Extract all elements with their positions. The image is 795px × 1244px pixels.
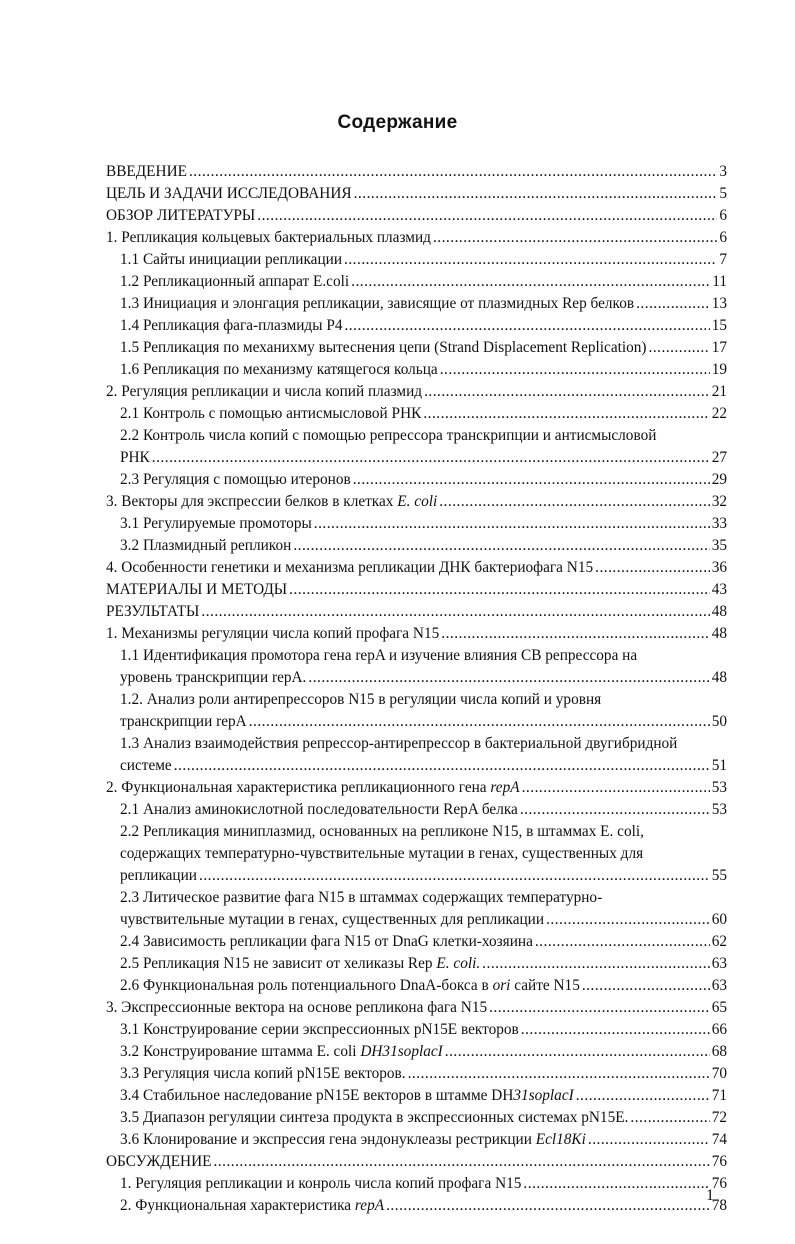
toc-entry-title: 1.6 Репликация по механизму катящегося кольца <box>120 361 438 378</box>
toc-entry <box>120 888 727 910</box>
toc-entry-title: 3.3 Регуляция числа копий pN15E векторов. <box>120 1065 406 1082</box>
toc-page-number: 29 <box>711 471 727 488</box>
toc-entry-title: 2.6 Функциональная роль потенциального DnaA-бокса в ori сайте N15 <box>120 977 580 994</box>
toc-entry <box>120 910 727 932</box>
dot-leader <box>630 1108 709 1128</box>
toc-page-number: 63 <box>711 977 727 994</box>
toc-entry-title: 2.2 Репликация миниплазмид, основанных на репликоне N15, в штаммах E. coli, <box>120 823 644 840</box>
toc-page-number: 19 <box>711 361 727 378</box>
toc-entry <box>120 272 727 294</box>
toc-entry-title: 1. Регуляция репликации и конроль числа копий профага N15 <box>120 1175 522 1192</box>
toc-entry <box>120 822 727 844</box>
dot-leader <box>152 448 710 468</box>
toc-entry <box>120 1174 727 1196</box>
toc-entry-title: 1.4 Репликация фага-плазмиды P4 <box>120 317 343 334</box>
toc-entry <box>106 228 727 250</box>
toc-page-number: 50 <box>711 713 727 730</box>
toc-page-number: 65 <box>711 999 727 1016</box>
toc-entry-title: 1.1 Сайты инициации репликации <box>120 251 343 268</box>
toc-page-number: 17 <box>711 339 727 356</box>
dot-leader <box>521 1020 710 1040</box>
dot-leader <box>441 624 709 644</box>
toc-entry-title: 3.6 Клонирование и экспрессия гена эндонуклеазы рестрикции Ecl18Ki <box>120 1131 586 1148</box>
toc-page-number: 68 <box>711 1043 727 1060</box>
toc-entry <box>120 1108 727 1130</box>
toc-entry-title: 2.5 Репликация N15 не зависит от хеликазы Rep E. coli. <box>120 955 481 972</box>
toc-entry <box>120 1042 727 1064</box>
toc-entry-title: содержащих температурно-чувствительные мутации в генах, существенных для <box>120 845 644 862</box>
dot-leader <box>595 558 710 578</box>
dot-leader <box>351 272 710 292</box>
toc-page-number: 78 <box>711 1197 727 1214</box>
toc-entry <box>106 602 727 624</box>
dot-leader <box>636 294 710 314</box>
dot-leader <box>489 998 710 1018</box>
toc-entry <box>106 778 727 800</box>
toc-page-number: 32 <box>711 493 727 510</box>
dot-leader <box>588 1130 710 1150</box>
toc-entry <box>106 624 727 646</box>
toc-page-number: 27 <box>711 449 727 466</box>
toc-entry-title: 3.1 Конструирование серии экспрессионных pN15E векторов <box>120 1021 519 1038</box>
toc-entry <box>106 492 727 514</box>
toc-entry <box>106 184 727 206</box>
toc-entry <box>120 316 727 338</box>
toc-entry <box>120 338 727 360</box>
toc-entry-title: ОБСУЖДЕНИЕ <box>106 1153 212 1170</box>
dot-leader <box>424 382 710 402</box>
toc-entry-italic: repA <box>354 1197 385 1214</box>
toc-entry-italic: Ecl18Ki <box>535 1131 586 1148</box>
toc-entry <box>120 712 727 734</box>
toc-entry <box>120 514 727 536</box>
toc-page-number: 62 <box>711 933 727 950</box>
toc-page-number: 53 <box>711 801 727 818</box>
dot-leader <box>293 536 709 556</box>
toc-entry-title: 3. Векторы для экспрессии белков в клетках E. coli <box>106 493 438 510</box>
toc-entry-title: уровень транскрипции repA. <box>120 669 307 686</box>
toc-entry-title: 1. Механизмы регуляции числа копий профага N15 <box>106 625 440 642</box>
toc-entry-title: 3.2 Плазмидный репликон <box>120 537 292 554</box>
toc-page-number: 7 <box>719 251 727 268</box>
toc-entry <box>120 690 727 712</box>
toc-entry <box>120 536 727 558</box>
dot-leader <box>213 1152 709 1172</box>
toc-entry-title: 3.1 Регулируемые промоторы <box>120 515 312 532</box>
dot-leader <box>189 162 717 182</box>
dot-leader <box>482 954 710 974</box>
dot-leader <box>249 712 710 732</box>
dot-leader <box>535 932 710 952</box>
toc-entry <box>106 580 727 602</box>
toc-entry <box>120 844 727 866</box>
dot-leader <box>353 470 710 490</box>
dot-leader <box>523 1174 709 1194</box>
toc-page-number: 66 <box>711 1021 727 1038</box>
toc-entry-title: 2.3 Литическое развитие фага N15 в штаммах содержащих температурно- <box>120 889 603 906</box>
toc-entry <box>106 162 727 184</box>
toc-entry <box>120 360 727 382</box>
dot-leader <box>423 404 709 424</box>
toc-entry-title: 1.2 Репликационный аппарат E.coli <box>120 273 350 290</box>
toc-entry-title: 2.1 Контроль с помощью антисмысловой РНК <box>120 405 422 422</box>
toc-page-number: 55 <box>711 867 727 884</box>
toc-page-number: 11 <box>712 273 727 290</box>
dot-leader <box>582 976 710 996</box>
toc-entry-title: 1.3 Анализ взаимодействия репрессор-антирепрессор в бактериальной двугибридной <box>120 735 678 752</box>
toc-page-number: 3 <box>719 163 727 180</box>
toc-entry <box>120 1020 727 1042</box>
toc-page-number: 33 <box>711 515 727 532</box>
toc-page-number: 48 <box>711 669 727 686</box>
toc-entry-italic: repA <box>490 779 520 796</box>
toc-entry-title: ЦЕЛЬ И ЗАДАЧИ ИССЛЕДОВАНИЯ <box>106 185 352 202</box>
toc-entry-title: репликации <box>120 867 197 884</box>
toc-entry-title: 2.1 Анализ аминокислотной последовательности RepA белка <box>120 801 518 818</box>
toc-entry-title: 2.3 Регуляция с помощью итеронов <box>120 471 351 488</box>
toc-entry-italic: E. coli <box>397 493 438 510</box>
toc-entry-title: системе <box>120 757 172 774</box>
toc-entry <box>120 954 727 976</box>
dot-leader <box>308 668 709 688</box>
toc-entry <box>120 470 727 492</box>
toc-page-number: 6 <box>719 207 727 224</box>
toc-entry-title: транскрипции repA <box>120 713 247 730</box>
toc-page-number: 70 <box>711 1065 727 1082</box>
toc-entry-title: 1. Репликация кольцевых бактериальных плазмид <box>106 229 431 246</box>
dot-leader <box>344 316 709 336</box>
toc-entry <box>120 426 727 448</box>
toc-page-number: 76 <box>711 1153 727 1170</box>
toc-entry <box>106 1152 727 1174</box>
toc-page-number: 43 <box>711 581 727 598</box>
toc-entry <box>120 1064 727 1086</box>
toc-page-number: 48 <box>711 603 727 620</box>
dot-leader <box>522 778 710 798</box>
toc-entry-title: 2. Функциональная характеристика репликационного гена repA <box>106 779 520 796</box>
toc-entry-title: ВВЕДЕНИЕ <box>106 163 187 180</box>
toc-entry-title: 1.2. Анализ роли антирепрессоров N15 в регуляции числа копий и уровня <box>120 691 602 708</box>
toc-entry-italic: DH31soplacI <box>360 1043 443 1060</box>
toc-entry <box>106 558 727 580</box>
toc-page-number: 36 <box>711 559 727 576</box>
toc-entry-title: 2.2 Контроль числа копий с помощью репрессора транскрипции и антисмысловой <box>120 427 657 444</box>
toc-entry-title: 3. Экспрессионные вектора на основе репликона фага N15 <box>106 999 488 1016</box>
toc-entry <box>120 404 727 426</box>
toc-entry <box>106 206 727 228</box>
dot-leader <box>354 184 718 204</box>
toc-entry <box>106 998 727 1020</box>
toc-page-number: 21 <box>711 383 727 400</box>
toc-entry-title: МАТЕРИАЛЫ И МЕТОДЫ <box>106 581 288 598</box>
toc-entry-title: 2.4 Зависимость репликации фага N15 от DnaG клетки-хозяина <box>120 933 533 950</box>
toc-entry-title: 3.5 Диапазон регуляции синтеза продукта в экспрессионных системах pN15E. <box>120 1109 629 1126</box>
toc-entry <box>120 668 727 690</box>
toc-entry <box>120 448 727 470</box>
toc-entry <box>120 646 727 668</box>
toc-page-number: 72 <box>711 1109 727 1126</box>
toc-entry <box>120 250 727 272</box>
toc-entry <box>120 756 727 778</box>
dot-leader <box>576 1086 710 1106</box>
dot-leader <box>199 866 710 886</box>
toc-entry-italic: 31soplacI <box>513 1087 574 1104</box>
dot-leader <box>386 1196 710 1216</box>
toc-page-number: 35 <box>711 537 727 554</box>
dot-leader <box>440 360 710 380</box>
toc-entry <box>120 800 727 822</box>
dot-leader <box>520 800 710 820</box>
toc-entry-title: ОБЗОР ЛИТЕРАТУРЫ <box>106 207 256 224</box>
dot-leader <box>174 756 710 776</box>
toc-page-number: 60 <box>711 911 727 928</box>
dot-leader <box>201 602 709 622</box>
toc-entry-title: 3.2 Конструирование штамма E. coli DH31soplacI <box>120 1043 443 1060</box>
toc-entry <box>120 1196 727 1218</box>
toc-page-number: 76 <box>711 1175 727 1192</box>
toc-entry-title: чувствительные мутации в генах, существенных для репликации <box>120 911 545 928</box>
toc-entry-title: 1.5 Репликация по механихму вытеснения цепи (Strand Displacement Replication) <box>120 339 647 356</box>
toc-entry-title: 1.1 Идентификация промотора гена repA и изучение влияния CB репрессора на <box>120 647 638 664</box>
toc-page-number: 53 <box>711 779 727 796</box>
toc-entry-title: 1.3 Инициация и элонгация репликации, зависящие от плазмидных Rep белков <box>120 295 635 312</box>
toc-page-number: 15 <box>711 317 727 334</box>
toc-entry-title: 4. Особенности генетики и механизма репликации ДНК бактериофага N15 <box>106 559 594 576</box>
dot-leader <box>344 250 717 270</box>
dot-leader <box>445 1042 710 1062</box>
toc-entry <box>120 866 727 888</box>
toc-entry-title: 3.4 Стабильное наследование pN15E векторов в штамме DH31soplacI <box>120 1087 574 1104</box>
dot-leader <box>257 206 717 226</box>
toc-entry-title: 2. Функциональная характеристика repA <box>120 1197 385 1214</box>
toc-page-number: 51 <box>711 757 727 774</box>
toc-entry <box>120 1086 727 1108</box>
toc-page-number: 22 <box>711 405 727 422</box>
toc-entry <box>120 734 727 756</box>
toc-entry-title: РЕЗУЛЬТАТЫ <box>106 603 200 620</box>
dot-leader <box>433 228 717 248</box>
dot-leader <box>289 580 710 600</box>
toc-entry <box>106 382 727 404</box>
toc-page-number: 48 <box>711 625 727 642</box>
toc-entry-italic: E. coli. <box>436 955 481 972</box>
toc-entry-italic: ori <box>492 977 511 994</box>
toc-entry <box>120 1130 727 1152</box>
dot-leader <box>439 492 709 512</box>
toc-page-number: 6 <box>719 229 727 246</box>
toc-entry <box>120 976 727 998</box>
dot-leader <box>408 1064 710 1084</box>
page-title: Содержание <box>337 112 458 133</box>
toc-page-number: 74 <box>711 1131 727 1148</box>
page-number: 1 <box>706 1187 714 1204</box>
dot-leader <box>649 338 710 358</box>
toc-page-number: 71 <box>711 1087 727 1104</box>
toc-entry-title: 2. Регуляция репликации и числа копий плазмид <box>106 383 423 400</box>
toc-page-number: 13 <box>711 295 727 312</box>
toc-page-number: 5 <box>719 185 727 202</box>
toc-entry-title: РНК <box>120 449 150 466</box>
toc-entry-tail: сайте N15 <box>510 977 580 994</box>
dot-leader <box>314 514 710 534</box>
toc-entry <box>120 932 727 954</box>
toc-page-number: 63 <box>711 955 727 972</box>
toc-entry <box>120 294 727 316</box>
dot-leader <box>546 910 710 930</box>
